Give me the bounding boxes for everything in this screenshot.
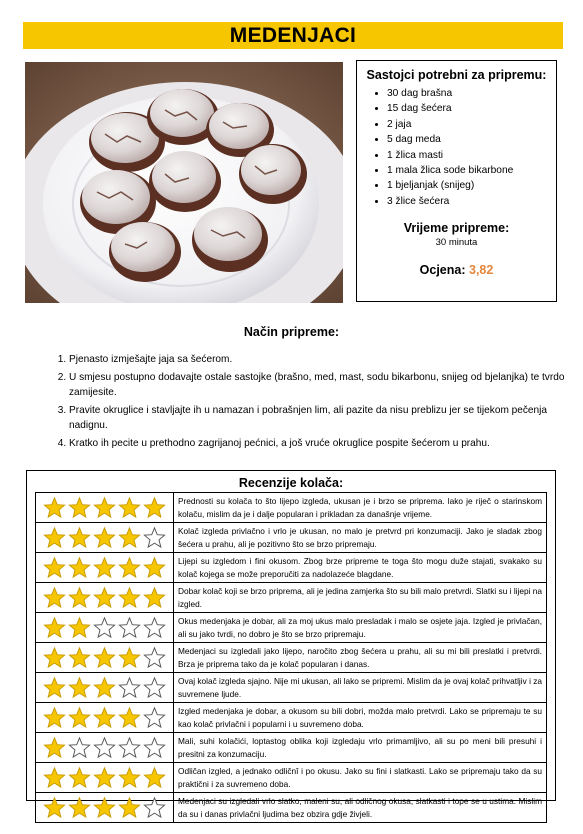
star-empty-icon <box>118 616 141 639</box>
star-filled-icon <box>143 586 166 609</box>
review-row <box>36 703 547 733</box>
rating-value: 3,82 <box>469 263 494 278</box>
star-empty-icon <box>143 526 166 549</box>
ingredient-item: • 1 mala žlica sode bikarbone <box>387 163 556 178</box>
star-filled-icon <box>118 556 141 579</box>
star-rating <box>36 493 174 523</box>
star-filled-icon <box>93 796 116 819</box>
star-empty-icon <box>143 676 166 699</box>
star-filled-icon <box>118 586 141 609</box>
star-rating <box>36 763 174 793</box>
review-text: Mali, suhi kolačići, loptastog oblika koji izgledaju vrlo primamljivo, ali su po meni bili presuhi i presitni za konzumaciju. <box>174 733 547 763</box>
star-rating <box>36 703 174 733</box>
prep-time-heading: Vrijeme pripreme: <box>403 221 510 236</box>
review-text: Izgled medenjaka je dobar, a okusom su bili dobri, možda malo pretvrdi. Lako se pripremaju te su kao kolač privlačni i popularni i u suvremeno doba. <box>174 703 547 733</box>
cookie-plate-image <box>25 62 343 303</box>
ingredient-item: • 5 dag meda <box>387 132 556 147</box>
star-filled-icon <box>68 706 91 729</box>
review-text: Medenjaci su izgledali vrlo slatko, maleni su, ali odličnog okusa, slatkasti i tope se u ustima. Mislim da su i danas privlačni ljudima bez obzira gdje živjeli. <box>174 793 547 823</box>
star-filled-icon <box>68 646 91 669</box>
star-filled-icon <box>43 496 66 519</box>
method-heading: Način pripreme: <box>243 325 340 339</box>
star-empty-icon <box>93 736 116 759</box>
method-step: 4. Kratko ih pecite u prethodno zagrijanoj pećnici, a još vruće okruglice pospite šećerom u prahu. <box>69 436 569 451</box>
method-step: 1. Pjenasto izmješajte jaja sa šećerom. <box>69 352 569 367</box>
star-empty-icon <box>93 616 116 639</box>
ingredient-item: • 1 bjeljanjak (snijeg) <box>387 178 556 193</box>
star-filled-icon <box>118 646 141 669</box>
rating-label: Ocjena: <box>419 263 466 278</box>
star-rating <box>36 553 174 583</box>
star-filled-icon <box>93 676 116 699</box>
star-filled-icon <box>118 706 141 729</box>
method-step: 3. Pravite okruglice i stavljajte ih u namazan i pobrašnjen lim, ali pazite da nisu preblizu jer se tijekom pečenja nadignu. <box>69 403 569 433</box>
star-filled-icon <box>93 526 116 549</box>
star-filled-icon <box>43 526 66 549</box>
star-rating <box>36 793 174 823</box>
reviews-box <box>26 470 556 819</box>
review-row <box>36 583 547 613</box>
star-empty-icon <box>143 646 166 669</box>
recipe-info-box <box>356 60 557 302</box>
review-row <box>36 553 547 583</box>
star-filled-icon <box>143 496 166 519</box>
prep-time-value: 30 minuta <box>435 237 478 249</box>
star-filled-icon <box>68 616 91 639</box>
star-filled-icon <box>143 766 166 789</box>
ingredient-item: • 2 jaja <box>387 117 556 132</box>
star-filled-icon <box>43 706 66 729</box>
page-title: MEDENJACI <box>229 24 357 47</box>
star-empty-icon <box>143 736 166 759</box>
review-text: Ovaj kolač izgleda sjajno. Nije mi ukusan, ali lako se pripremi. Mislim da je ovaj kolač prihvatljiv i za suvremene ljude. <box>174 673 547 703</box>
star-rating <box>36 613 174 643</box>
ingredient-item: • 15 dag šećera <box>387 101 556 116</box>
review-row <box>36 493 547 523</box>
star-filled-icon <box>93 706 116 729</box>
cookie-photo <box>25 62 343 303</box>
star-filled-icon <box>93 586 116 609</box>
star-rating <box>36 643 174 673</box>
star-filled-icon <box>93 646 116 669</box>
star-filled-icon <box>43 616 66 639</box>
star-filled-icon <box>43 766 66 789</box>
star-filled-icon <box>68 766 91 789</box>
reviews-table <box>35 492 547 823</box>
star-rating <box>36 673 174 703</box>
ingredients-heading: Sastojci potrebni za pripremu: <box>366 68 547 82</box>
star-empty-icon <box>118 676 141 699</box>
star-filled-icon <box>68 676 91 699</box>
review-text: Dobar kolač koji se brzo priprema, ali je jedina zamjerka što su bili malo pretvrdi. Slatki su i lijepi na izgled. <box>174 583 547 613</box>
star-filled-icon <box>43 676 66 699</box>
star-empty-icon <box>143 706 166 729</box>
review-row <box>36 613 547 643</box>
star-rating <box>36 733 174 763</box>
review-text: Medenjaci su izgledali jako lijepo, naročito zbog šećera u prahu, ali su mi bili preslatki i pretvrdi. Brza je priprema tako da je kolač popularan i danas. <box>174 643 547 673</box>
review-row <box>36 793 547 823</box>
star-filled-icon <box>68 586 91 609</box>
ingredients-list <box>357 86 556 209</box>
star-filled-icon <box>93 556 116 579</box>
star-empty-icon <box>143 616 166 639</box>
review-text: Okus medenjaka je dobar, ali za moj ukus malo presladak i malo se osjete jaja. Izgled je privlačan, ali su jako tvrdi, no dobro je što se brzo pripremaju. <box>174 613 547 643</box>
review-row <box>36 523 547 553</box>
title-bar <box>23 22 563 49</box>
review-row <box>36 643 547 673</box>
star-filled-icon <box>118 796 141 819</box>
rating <box>357 263 556 277</box>
ingredient-item: • 30 dag brašna <box>387 86 556 101</box>
review-row <box>36 763 547 793</box>
ingredient-item: • 3 žlice šećera <box>387 194 556 209</box>
star-filled-icon <box>118 766 141 789</box>
method-step: 2. U smjesu postupno dodavajte ostale sastojke (brašno, med, mast, sodu bikarbonu, snijeg od bjelanjka) te tvrdo zamijesite. <box>69 370 569 400</box>
star-filled-icon <box>118 496 141 519</box>
star-rating <box>36 583 174 613</box>
ingredient-item: • 1 žlica masti <box>387 148 556 163</box>
reviews-heading: Recenzije kolača: <box>238 476 344 490</box>
star-filled-icon <box>43 796 66 819</box>
star-filled-icon <box>93 496 116 519</box>
star-rating <box>36 523 174 553</box>
star-filled-icon <box>43 736 66 759</box>
star-empty-icon <box>143 796 166 819</box>
star-filled-icon <box>68 496 91 519</box>
review-row <box>36 673 547 703</box>
star-filled-icon <box>43 556 66 579</box>
star-filled-icon <box>43 586 66 609</box>
review-row <box>36 733 547 763</box>
star-filled-icon <box>118 526 141 549</box>
review-text: Kolač izgleda privlačno i vrlo je ukusan, no malo je pretvrd pri konzumaciji. Jako je sladak zbog šećera u prahu, ali je pozitivno što se brzo pripremaju. <box>174 523 547 553</box>
review-text: Prednosti su kolača to što lijepo izgleda, ukusan je i brzo se priprema. lako je riječ o starinskom kolaču, mislim da je i dalje popularan i prikladan za današnje vrijeme. <box>174 493 547 523</box>
star-filled-icon <box>93 766 116 789</box>
star-filled-icon <box>68 556 91 579</box>
star-filled-icon <box>43 646 66 669</box>
star-filled-icon <box>143 556 166 579</box>
star-empty-icon <box>118 736 141 759</box>
star-filled-icon <box>68 526 91 549</box>
review-text: Odličan izgled, a jednako odličnî i po okusu. Jako su fini i slatkasti. Lako se pripremaju tako da su praktični i za suvremeno doba. <box>174 763 547 793</box>
review-text: Lijepi su izgledom i fini okusom. Zbog brze pripreme te toga što mogu duže stajati, svakako su kolač kojega se može preporučiti za nadolazeće blagdane. <box>174 553 547 583</box>
method-steps <box>52 352 569 453</box>
star-empty-icon <box>68 736 91 759</box>
star-filled-icon <box>68 796 91 819</box>
